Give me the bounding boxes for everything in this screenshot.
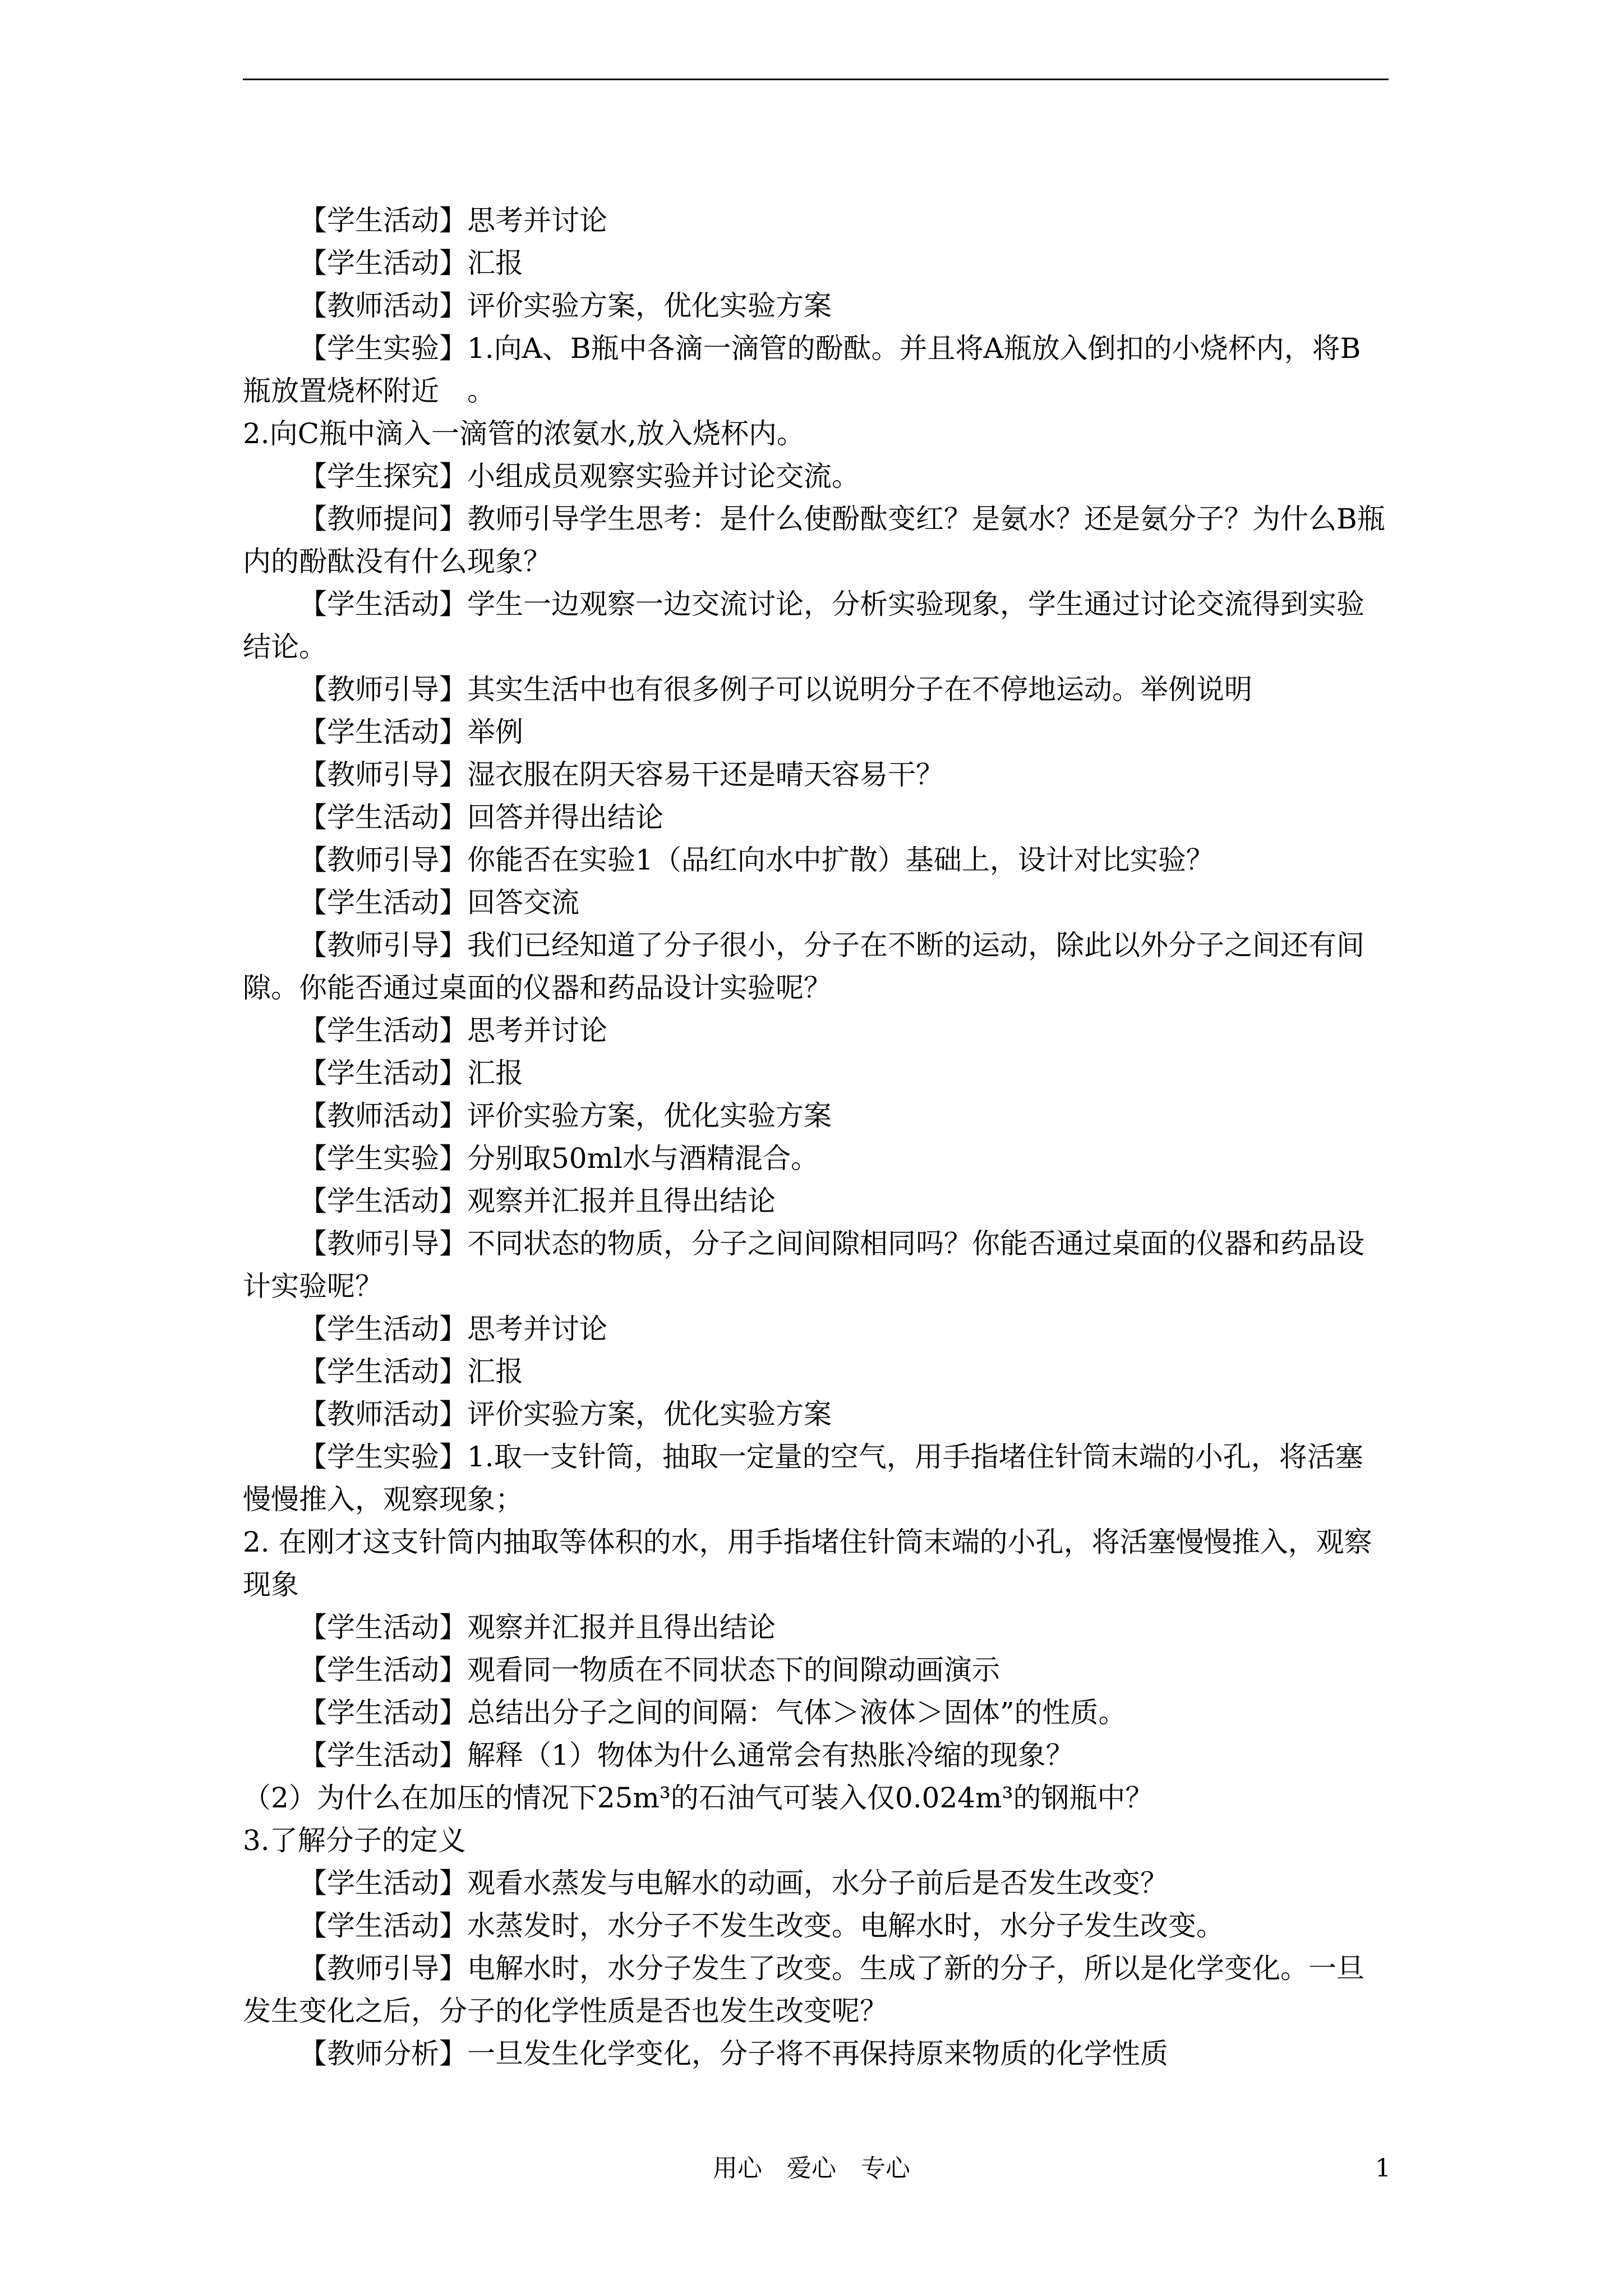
paragraph: 【学生活动】汇报 bbox=[299, 247, 523, 279]
paragraph: 【学生实验】分别取50ml水与酒精混合。 bbox=[299, 1142, 819, 1175]
paragraph: 2.向C瓶中滴入一滴管的浓氨水,放入烧杯内。 bbox=[243, 417, 805, 450]
paragraph: 【教师提问】教师引导学生思考：是什么使酚酞变红？是氨水？还是氨分子？为什么B瓶内的酚酞没有什么现象？ bbox=[243, 503, 1385, 578]
paragraph: 【学生活动】观察并汇报并且得出结论 bbox=[299, 1185, 776, 1217]
paragraph: 【教师活动】评价实验方案，优化实验方案 bbox=[299, 1099, 832, 1132]
paragraph: 【学生探究】小组成员观察实验并讨论交流。 bbox=[299, 460, 860, 493]
header-rule bbox=[243, 79, 1389, 80]
paragraph: 【学生活动】观看同一物质在不同状态下的间隙动画演示 bbox=[299, 1654, 1000, 1686]
paragraph: 【学生活动】回答并得出结论 bbox=[299, 801, 663, 834]
paragraph: 3.了解分子的定义 bbox=[243, 1824, 466, 1857]
page-number: 1 bbox=[1375, 2154, 1391, 2183]
paragraph: 【教师引导】电解水时，水分子发生了改变。生成了新的分子，所以是化学变化。一旦发生变化之后，分子的化学性质是否也发生改变呢？ bbox=[243, 1952, 1364, 2027]
paragraph: 【学生活动】学生一边观察一边交流讨论，分析实验现象，学生通过讨论交流得到实验结论。 bbox=[243, 588, 1364, 663]
paragraph: 【学生活动】汇报 bbox=[299, 1355, 523, 1388]
paragraph: 【学生活动】汇报 bbox=[299, 1057, 523, 1089]
paragraph: 【教师引导】不同状态的物质，分子之间间隙相同吗？你能否通过桌面的仪器和药品设计实验呢？ bbox=[243, 1227, 1364, 1303]
paragraph: 【教师引导】湿衣服在阴天容易干还是晴天容易干？ bbox=[299, 758, 944, 791]
paragraph: 【教师活动】评价实验方案，优化实验方案 bbox=[299, 289, 832, 322]
paragraph: 【教师引导】我们已经知道了分子很小，分子在不断的运动，除此以外分子之间还有间隙。你能否通过桌面的仪器和药品设计实验呢？ bbox=[243, 929, 1364, 1004]
paragraph: 【学生活动】水蒸发时，水分子不发生改变。电解水时，水分子发生改变。 bbox=[299, 1910, 1224, 1942]
paragraph: 【学生活动】观看水蒸发与电解水的动画，水分子前后是否发生改变？ bbox=[299, 1867, 1168, 1899]
paragraph: 【学生活动】观察并汇报并且得出结论 bbox=[299, 1611, 776, 1644]
paragraph: 2. 在刚才这支针筒内抽取等体积的水，用手指堵住针筒末端的小孔，将活塞慢慢推入，观察现象 bbox=[243, 1526, 1372, 1601]
paragraph: 【教师引导】其实生活中也有很多例子可以说明分子在不停地运动。举例说明 bbox=[299, 673, 1252, 706]
paragraph: 【教师引导】你能否在实验1（品红向水中扩散）基础上，设计对比实验？ bbox=[299, 844, 1214, 876]
paragraph: 【学生活动】思考并讨论 bbox=[299, 1014, 607, 1047]
paragraph: （2）为什么在加压的情况下25m³的石油气可装入仅0.024m³的钢瓶中？ bbox=[243, 1782, 1154, 1814]
paragraph: 【教师活动】评价实验方案，优化实验方案 bbox=[299, 1398, 832, 1430]
paragraph: 【学生实验】1.向A、B瓶中各滴一滴管的酚酞。并且将A瓶放入倒扣的小烧杯内，将B瓶放置烧杯附近 。 bbox=[243, 332, 1361, 407]
paragraph: 【学生活动】解释（1）物体为什么通常会有热胀冷缩的现象？ bbox=[299, 1739, 1074, 1772]
paragraph: 【学生活动】举例 bbox=[299, 716, 523, 748]
paragraph: 【学生实验】1.取一支针筒，抽取一定量的空气，用手指堵住针筒末端的小孔，将活塞慢慢推入，观察现象； bbox=[243, 1441, 1363, 1516]
paragraph: 【学生活动】思考并讨论 bbox=[299, 204, 607, 237]
document-body bbox=[243, 199, 1387, 2075]
paragraph: 【教师分析】一旦发生化学变化，分子将不再保持原来物质的化学性质 bbox=[299, 2037, 1168, 2070]
paragraph: 【学生活动】思考并讨论 bbox=[299, 1313, 607, 1345]
paragraph: 【学生活动】总结出分子之间的间隔：气体＞液体＞固体”的性质。 bbox=[299, 1696, 1127, 1729]
paragraph: 【学生活动】回答交流 bbox=[299, 886, 579, 919]
footer-motto: 用心 爱心 专心 bbox=[713, 2154, 910, 2183]
